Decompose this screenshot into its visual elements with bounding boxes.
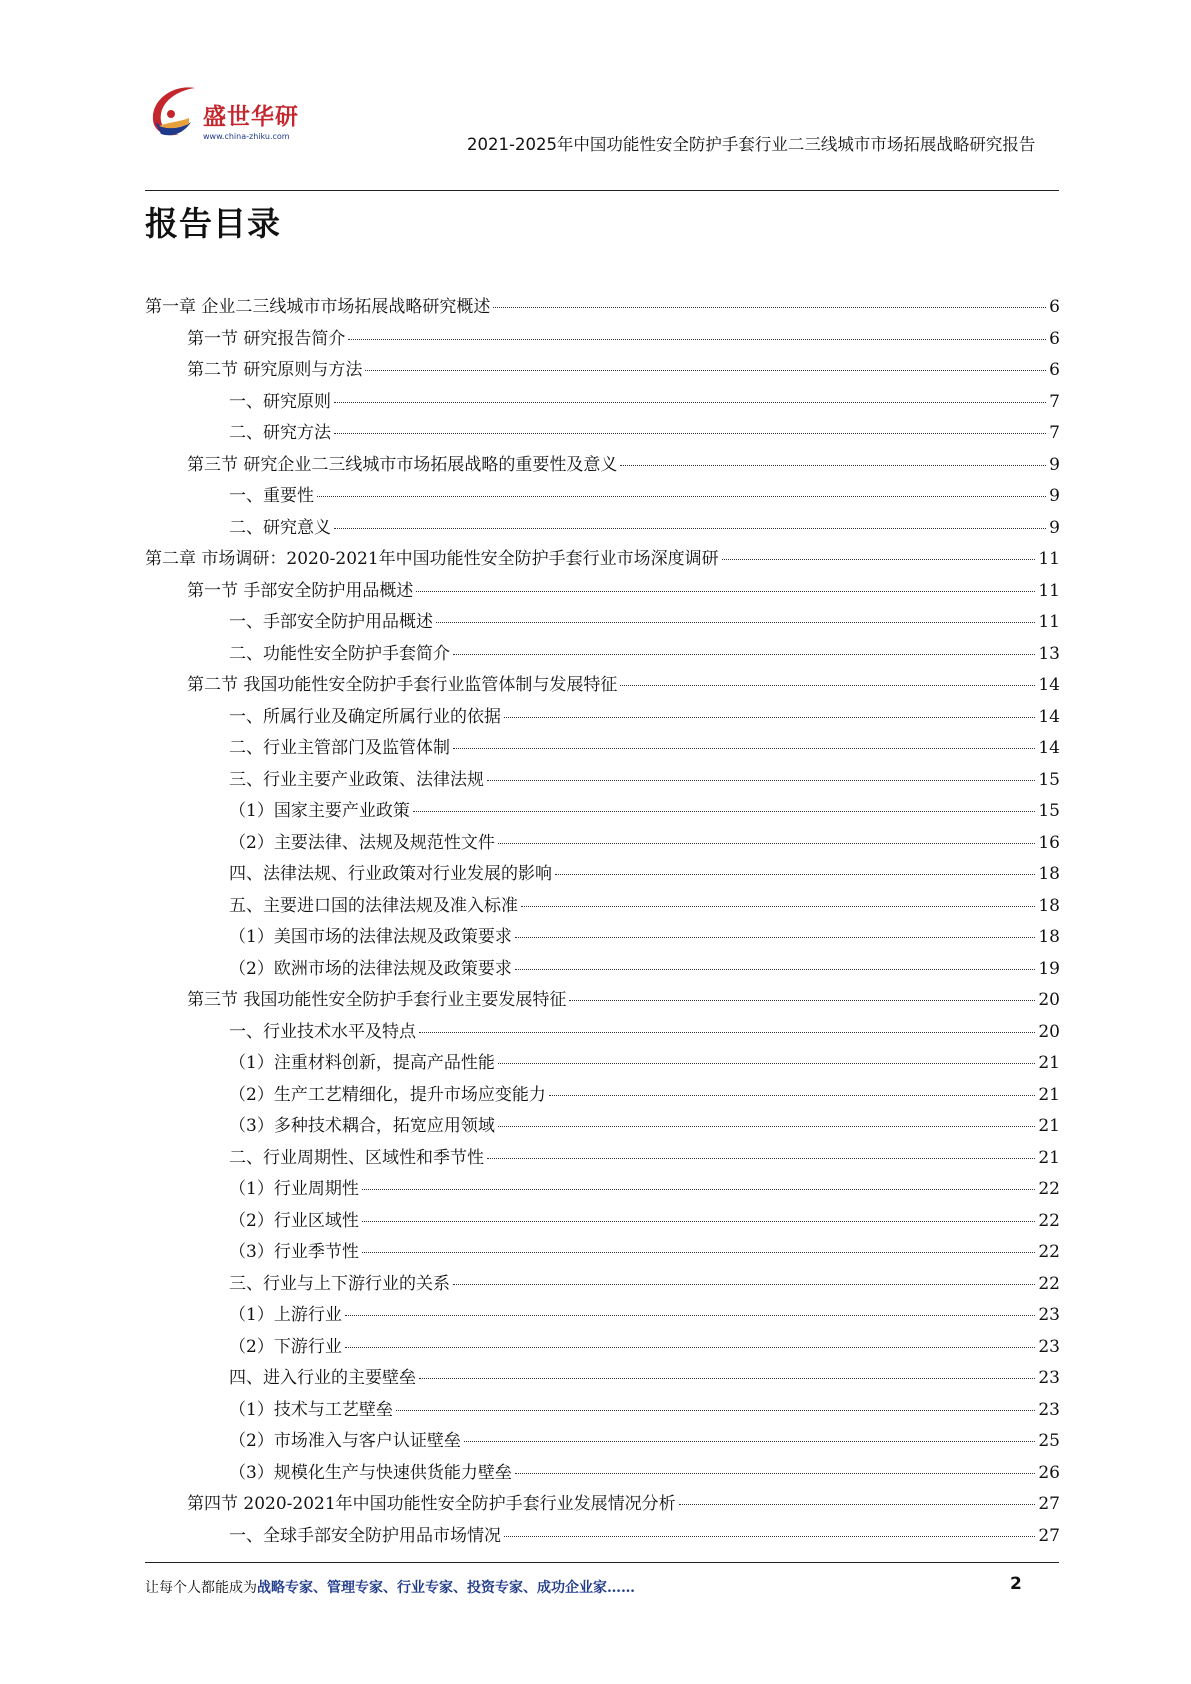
toc-leader-dots [549,1095,1036,1096]
toc-entry-page: 22 [1038,1242,1060,1262]
toc-entry-label: 第三节 研究企业二三线城市市场拓展战略的重要性及意义 [187,454,618,475]
logo-name: 盛世华研 [203,104,299,130]
page-title: 报告目录 [145,204,281,243]
toc-entry-page: 22 [1038,1273,1060,1294]
toc-entry-page: 20 [1038,1021,1060,1042]
toc-entry-page: 9 [1049,486,1060,506]
toc-entry[interactable] [145,1048,1060,1080]
toc-entry-page: 23 [1038,1368,1060,1388]
toc-entry-label: （3）规模化生产与快速供货能力壁垒 [229,1462,512,1483]
toc-entry-page: 19 [1038,958,1060,979]
toc-entry-label: 第二节 我国功能性安全防护手套行业监管体制与发展特征 [187,675,618,695]
toc-entry[interactable] [145,1426,1060,1458]
toc-leader-dots [521,906,1035,907]
toc-entry[interactable] [145,1300,1060,1332]
footer-divider [145,1562,1059,1563]
toc-entry-page: 15 [1038,769,1060,790]
toc-entry[interactable] [145,481,1060,513]
toc-entry-page: 11 [1038,549,1060,569]
toc-entry-label: （2）主要法律、法规及规范性文件 [229,832,495,853]
toc-entry-label: 第二章 市场调研：2020-2021年中国功能性安全防护手套行业市场深度调研 [145,549,719,569]
toc-entry-label: （3）行业季节性 [229,1242,359,1262]
toc-entry-label: 五、主要进口国的法律法规及准入标准 [229,895,518,916]
toc-entry[interactable] [145,1363,1060,1395]
toc-leader-dots [464,1441,1036,1442]
toc-entry[interactable] [145,985,1060,1017]
toc-leader-dots [345,1347,1036,1348]
toc-entry-label: 三、行业主要产业政策、法律法规 [229,769,484,790]
toc-leader-dots [317,496,1046,497]
toc-entry-page: 16 [1038,832,1060,853]
toc-leader-dots [453,654,1035,655]
toc-entry-label: 二、功能性安全防护手套简介 [229,643,450,664]
toc-entry-label: 第三节 我国功能性安全防护手套行业主要发展特征 [187,990,567,1010]
toc-leader-dots [504,717,1035,718]
toc-entry-page: 21 [1038,1053,1060,1073]
toc-entry-label: 三、行业与上下游行业的关系 [229,1273,450,1294]
toc-entry[interactable] [145,1174,1060,1206]
toc-entry-page: 13 [1038,643,1060,664]
toc-leader-dots [498,843,1036,844]
toc-entry-page: 23 [1038,1305,1060,1325]
toc-entry[interactable] [145,450,1060,482]
toc-entry-page: 21 [1038,1147,1060,1168]
toc-entry-page: 22 [1038,1210,1060,1231]
toc-entry[interactable] [145,733,1060,765]
toc-entry-page: 6 [1049,328,1060,349]
toc-entry-page: 14 [1038,675,1060,695]
toc-entry-page: 21 [1038,1084,1060,1105]
toc-entry-page: 23 [1038,1399,1060,1420]
toc-entry[interactable] [145,639,1060,671]
toc-entry-label: 二、行业主管部门及监管体制 [229,738,450,758]
toc-entry-label: 二、研究方法 [229,423,331,443]
toc-leader-dots [453,1284,1035,1285]
toc-entry-page: 14 [1038,738,1060,758]
toc-entry-page: 7 [1049,391,1060,412]
toc-entry-page: 23 [1038,1336,1060,1357]
toc-entry-page: 11 [1038,580,1060,601]
toc-leader-dots [416,591,1035,592]
toc-entry[interactable] [145,796,1060,828]
toc-leader-dots [396,1410,1036,1411]
toc-leader-dots [419,1378,1035,1379]
toc-leader-dots [362,1252,1036,1253]
toc-entry-page: 21 [1038,1116,1060,1136]
page-header [145,80,1059,190]
footer-slogan [145,1577,635,1597]
toc-leader-dots [487,1158,1035,1159]
toc-leader-dots [413,811,1036,812]
toc-leader-dots [453,748,1035,749]
toc-entry-page: 18 [1038,927,1060,947]
page-number: 2 [1010,1574,1022,1594]
toc-leader-dots [679,1504,1036,1505]
toc-entry[interactable] [145,765,1060,797]
toc-leader-dots [498,1063,1036,1064]
logo-url: www.china-zhiku.com [203,132,290,141]
toc-entry[interactable] [145,1111,1060,1143]
toc-entry-label: （1）注重材料创新，提高产品性能 [229,1053,495,1073]
toc-entry-page: 7 [1049,423,1060,443]
toc-entry-page: 9 [1049,454,1060,475]
document-title: 2021-2025年中国功能性安全防护手套行业二三线城市市场拓展战略研究报告 [467,135,1036,154]
toc-entry-label: 一、行业技术水平及特点 [229,1021,416,1042]
toc-entry-label: 一、手部安全防护用品概述 [229,612,433,632]
toc-leader-dots [419,1032,1035,1033]
toc-entry-label: 四、法律法规、行业政策对行业发展的影响 [229,864,552,884]
toc-entry-page: 6 [1049,297,1060,317]
toc-entry[interactable] [145,1395,1060,1427]
toc-entry[interactable] [145,1206,1060,1238]
toc-entry[interactable] [145,513,1060,545]
toc-entry[interactable] [145,607,1060,639]
toc-entry[interactable] [145,702,1060,734]
toc-entry-label: 第二节 研究原则与方法 [187,360,363,380]
toc-entry-label: （3）多种技术耦合，拓宽应用领域 [229,1116,495,1136]
toc-entry[interactable] [145,1332,1060,1364]
toc-entry-label: 二、行业周期性、区域性和季节性 [229,1147,484,1168]
toc-entry[interactable] [145,1458,1060,1490]
footer-slogan-highlight: 战略专家、管理专家、行业专家、投资专家、成功企业家…… [257,1580,635,1596]
toc-entry[interactable] [145,544,1060,576]
toc-leader-dots [515,1473,1036,1474]
toc-entry-label: 四、进入行业的主要壁垒 [229,1368,416,1388]
toc-leader-dots [365,370,1046,371]
toc-leader-dots [362,1189,1036,1190]
toc-entry-page: 27 [1038,1525,1060,1546]
toc-leader-dots [348,339,1046,340]
toc-entry-label: （2）行业区域性 [229,1210,359,1231]
toc-entry-label: （2）生产工艺精细化，提升市场应变能力 [229,1084,546,1105]
toc-entry[interactable] [145,1237,1060,1269]
toc-entry-label: 第一章 企业二三线城市市场拓展战略研究概述 [145,297,491,317]
table-of-contents [145,292,1060,1552]
toc-entry-page: 20 [1038,990,1060,1010]
toc-entry-label: 第一节 研究报告简介 [187,328,346,349]
toc-leader-dots [498,1126,1036,1127]
toc-leader-dots [334,433,1046,434]
toc-entry-label: 一、全球手部安全防护用品市场情况 [229,1525,501,1546]
toc-entry[interactable] [145,1269,1060,1301]
toc-entry[interactable] [145,576,1060,608]
toc-entry[interactable] [145,1080,1060,1112]
toc-entry[interactable] [145,1489,1060,1521]
toc-leader-dots [515,969,1036,970]
toc-leader-dots [345,1315,1036,1316]
toc-entry-page: 25 [1038,1431,1060,1451]
toc-entry-page: 27 [1038,1494,1060,1514]
toc-entry[interactable] [145,1017,1060,1049]
toc-leader-dots [555,874,1035,875]
toc-leader-dots [362,1221,1036,1222]
toc-entry-page: 18 [1038,864,1060,884]
toc-entry[interactable] [145,670,1060,702]
toc-leader-dots [620,465,1046,466]
toc-entry-page: 18 [1038,895,1060,916]
toc-entry-label: 一、所属行业及确定所属行业的依据 [229,706,501,727]
toc-entry[interactable] [145,387,1060,419]
toc-entry-label: （1）美国市场的法律法规及政策要求 [229,927,512,947]
toc-entry[interactable] [145,954,1060,986]
toc-entry[interactable] [145,1143,1060,1175]
toc-entry-page: 15 [1038,801,1060,821]
toc-entry-page: 6 [1049,360,1060,380]
toc-entry-label: （1）上游行业 [229,1305,342,1325]
toc-entry[interactable] [145,859,1060,891]
toc-entry-page: 26 [1038,1462,1060,1483]
toc-entry[interactable] [145,355,1060,387]
toc-entry[interactable] [145,922,1060,954]
toc-leader-dots [504,1536,1035,1537]
toc-entry[interactable] [145,828,1060,860]
toc-entry-page: 11 [1038,612,1060,632]
toc-leader-dots [493,307,1046,308]
toc-leader-dots [620,685,1035,686]
toc-entry[interactable] [145,891,1060,923]
toc-leader-dots [722,559,1036,560]
toc-entry[interactable] [145,324,1060,356]
toc-entry-label: 一、研究原则 [229,391,331,412]
toc-entry-label: （2）下游行业 [229,1336,342,1357]
toc-entry-page: 9 [1049,517,1060,538]
toc-entry[interactable] [145,1521,1060,1553]
toc-entry-label: 第一节 手部安全防护用品概述 [187,580,414,601]
toc-entry-page: 14 [1038,706,1060,727]
toc-leader-dots [436,622,1035,623]
toc-entry-label: 二、研究意义 [229,517,331,538]
toc-entry-label: （1）行业周期性 [229,1179,359,1199]
toc-leader-dots [334,528,1046,529]
toc-entry-page: 22 [1038,1179,1060,1199]
toc-leader-dots [515,937,1036,938]
toc-entry-label: （2）欧洲市场的法律法规及政策要求 [229,958,512,979]
toc-leader-dots [569,1000,1035,1001]
toc-entry[interactable] [145,418,1060,450]
toc-entry-label: （1）技术与工艺壁垒 [229,1399,393,1420]
toc-entry-label: 第四节 2020-2021年中国功能性安全防护手套行业发展情况分析 [187,1494,676,1514]
header-divider [145,190,1059,191]
toc-entry-label: 一、重要性 [229,486,314,506]
toc-leader-dots [334,402,1046,403]
toc-entry-label: （2）市场准入与客户认证壁垒 [229,1431,461,1451]
toc-entry[interactable] [145,292,1060,324]
toc-entry-label: （1）国家主要产业政策 [229,801,410,821]
footer-slogan-prefix: 让每个人都能成为 [145,1580,257,1596]
toc-leader-dots [487,780,1035,781]
